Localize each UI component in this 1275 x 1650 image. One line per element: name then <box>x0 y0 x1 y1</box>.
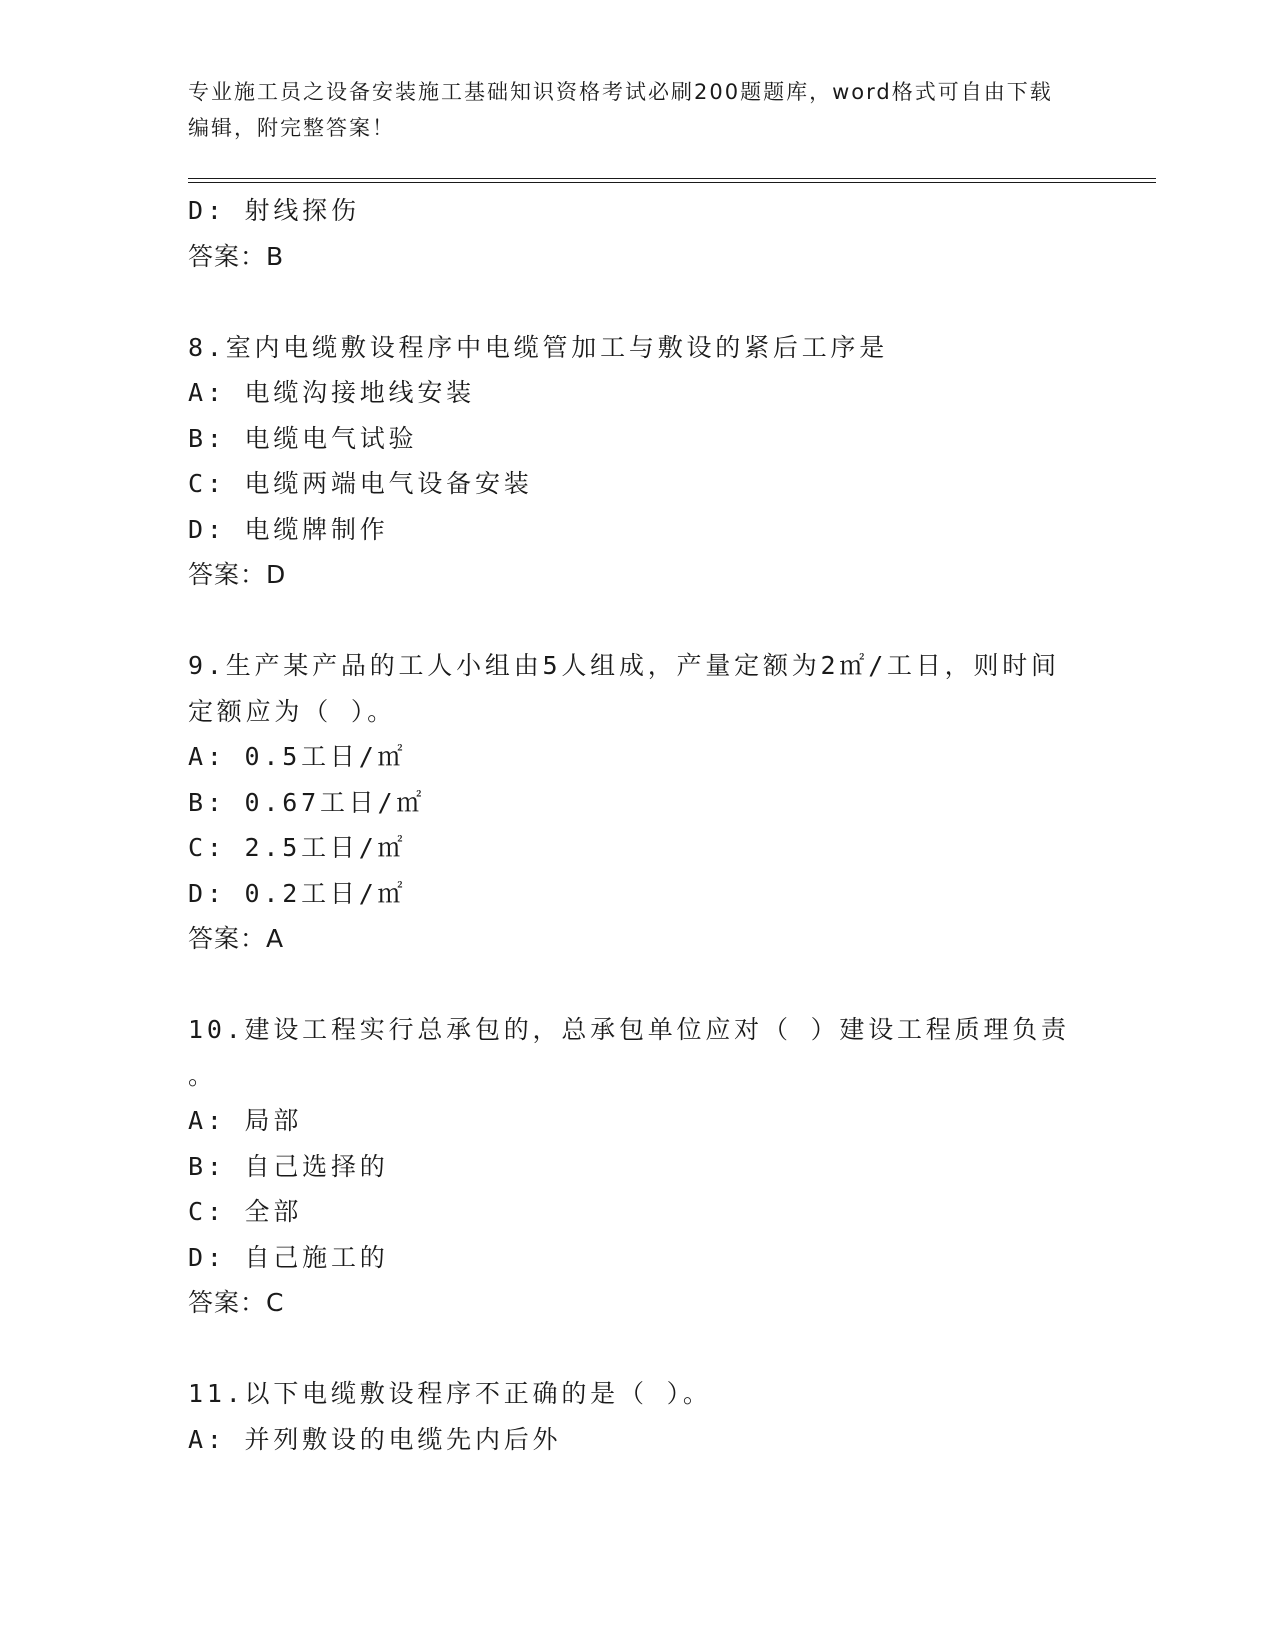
question-9 <box>188 643 1088 962</box>
option-d: D: 射线探伤 <box>188 196 360 225</box>
option-a: A: 电缆沟接地线安装 <box>188 378 475 407</box>
answer-line: 答案：C <box>188 1288 285 1317</box>
spacer <box>188 962 1088 1008</box>
question-text-line-2: 。 <box>188 1060 217 1090</box>
header-divider-top <box>188 178 1156 179</box>
question-text-line-2: 定额应为（ ）。 <box>188 696 396 726</box>
spacer <box>188 279 1088 325</box>
question-8 <box>188 325 1088 598</box>
answer-line: 答案：B <box>188 241 285 271</box>
spacer <box>188 1326 1088 1372</box>
option-c: C: 全部 <box>188 1197 303 1226</box>
option-a: A: 0.5工日/㎡ <box>188 742 407 771</box>
answer-line: 答案：A <box>188 924 285 953</box>
option-a: A: 局部 <box>188 1106 303 1135</box>
option-d: D: 电缆牌制作 <box>188 514 389 544</box>
document-header: 专业施工员之设备安装施工基础知识资格考试必刷200题题库，word格式可自由下载编辑，附完整答案！ <box>188 80 1053 140</box>
option-d: D: 0.2工日/㎡ <box>188 878 407 908</box>
option-b: B: 0.67工日/㎡ <box>188 787 426 817</box>
question-text-line-1: 10.建设工程实行总承包的，总承包单位应对（ ）建设工程质理负责 <box>188 1015 1070 1044</box>
option-b: B: 自己选择的 <box>188 1151 389 1181</box>
question-text-line-1: 9.生产某产品的工人小组由5人组成，产量定额为2㎡/工日，则时间 <box>188 651 1060 680</box>
question-content <box>188 188 1088 1462</box>
answer-line: 答案：D <box>188 560 287 589</box>
question-text: 11.以下电缆敷设程序不正确的是（ ）。 <box>188 1379 712 1408</box>
spacer <box>188 598 1088 644</box>
option-b: B: 电缆电气试验 <box>188 423 418 453</box>
option-c: C: 2.5工日/㎡ <box>188 833 407 862</box>
header-divider-bottom <box>188 182 1156 183</box>
option-a: A: 并列敷设的电缆先内后外 <box>188 1424 562 1454</box>
question-text: 8.室内电缆敷设程序中电缆管加工与敷设的紧后工序是 <box>188 332 889 362</box>
question-10 <box>188 1007 1088 1326</box>
option-c: C: 电缆两端电气设备安装 <box>188 469 533 498</box>
option-d: D: 自己施工的 <box>188 1242 389 1272</box>
question-11 <box>188 1371 1088 1462</box>
